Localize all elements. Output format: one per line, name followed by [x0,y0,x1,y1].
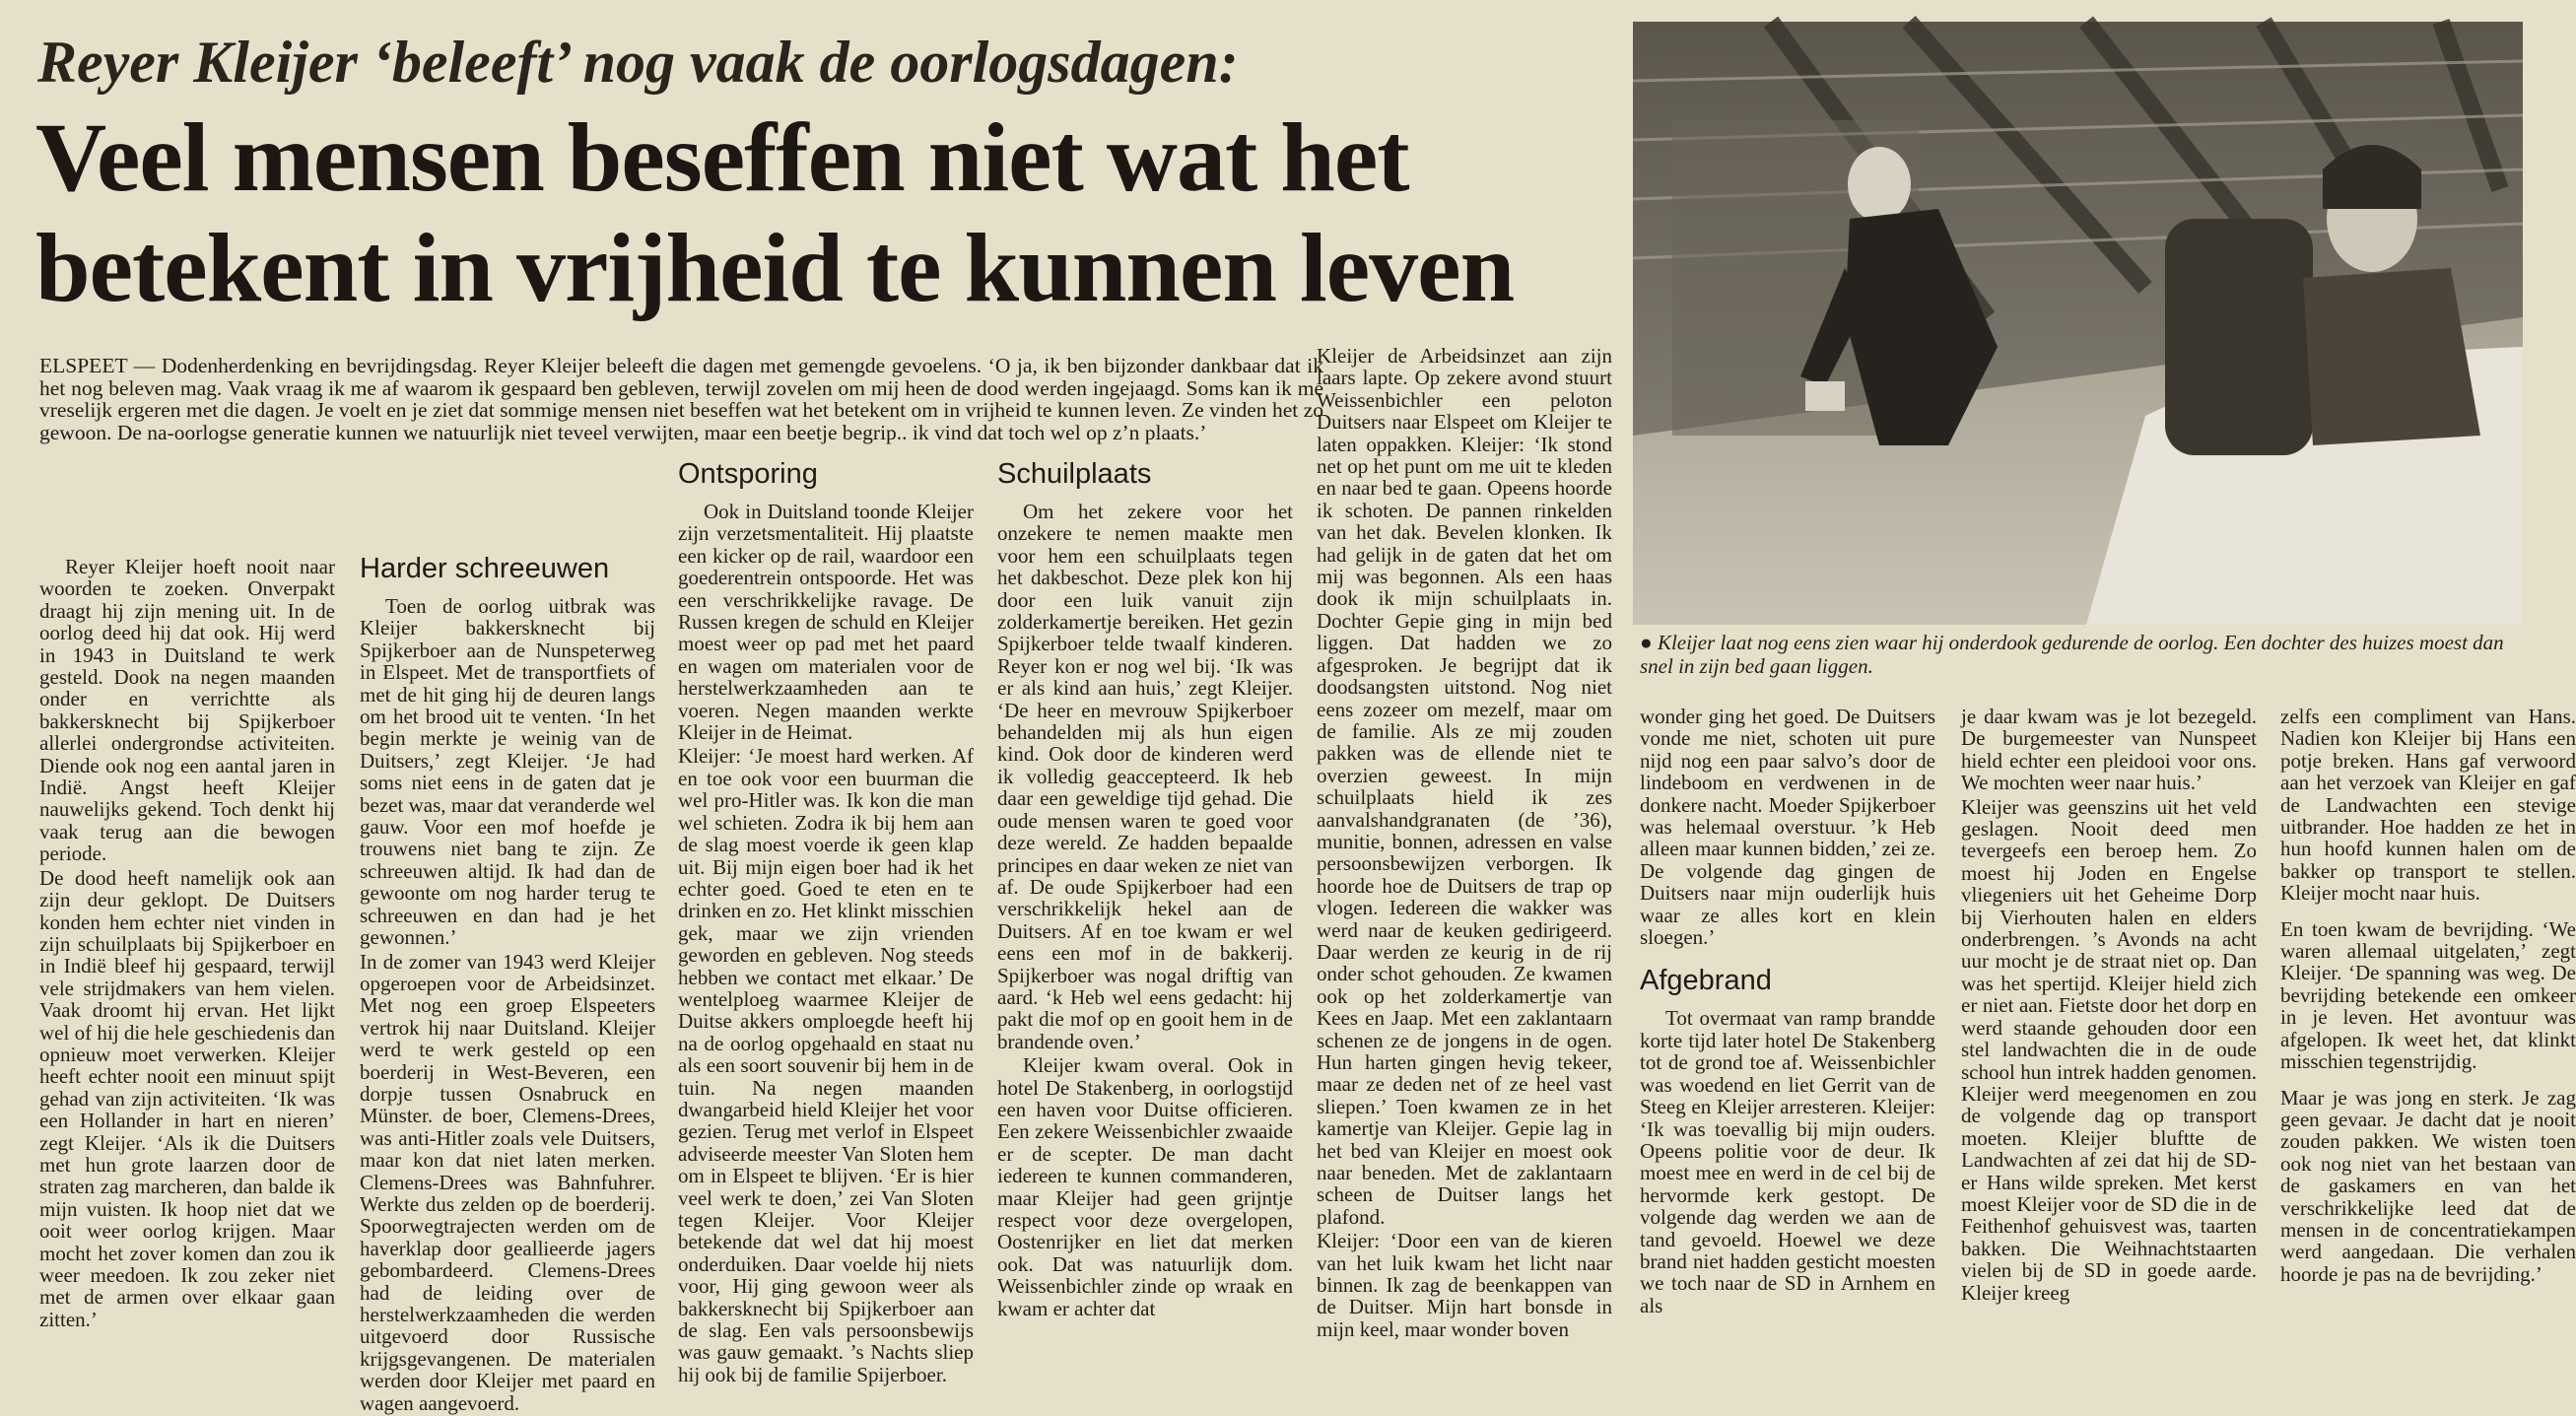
paragraph: De dood heeft namelijk ook aan zijn deur geklopt. De Duitsers konden hem echter niet vinden in zijn schuilplaats bij Spijkerboer en in Indië bleef hij gespaard, terwijl vele strijdmakers van hem vielen. Vaak droomt hij ervan. Het lijkt wel of hij die hele geschiedenis dan opnieuw moet verwerken. Kleijer heeft echter nooit een minuut spijt gehad van zijn activiteiten. ‘Ik was een Hollander in hart en nieren’ zegt Kleijer. ‘Als ik die Duitsers met hun grote laarzen door de straten zag marcheren, dan balde ik mijn vuisten. Ik hoop niet dat we ooit weer oorlog krijgen. Maar mocht het zover komen dan zou ik weer meedoen. Ik zou zeker niet met de armen over elkaar gaan zitten.’ [39,865,335,1331]
column-8 [2280,706,2576,1287]
caption-bullet-icon: ● [1640,631,1658,654]
headline-line-1: Veel mensen beseffen niet wat het [35,102,1409,212]
paragraph: wonder ging het goed. De Duitsers vonde me niet, schoten uit pure nijd nog een paar salvo’s door de lindeboom en verdwenen in de donkere nacht. Moeder Spijkerboer was helemaal overstuur. ’k Heb alleen maar kunnen bidden,’ zei ze. De volgende dag gingen de Duitsers naar mijn ouderlijk huis waar ze alles kort en klein sloegen.’ [1640,705,1935,950]
paragraph: Kleijer kwam overal. Ook in hotel De Stakenberg, in oorlogstijd een haven voor Duitse officieren. Een zekere Weissenbichler zwaaide er de scepter. De man dacht iedereen te kunnen commanderen, maar Kleijer had geen grijntje respect voor deze overgelopen, Oostenrijker en liet dat merken ook. Dat was natuurlijk dom. Weissenbichler zinde op wraak en kwam er achter dat [997,1053,1293,1320]
article-photo [1633,22,2523,625]
paragraph: Kleijer: ‘Door een van de kieren van het luik kwam het licht naar binnen. Ik zag de beenkappen van de Duitser. Mijn hart bonsde in mijn keel, maar wonder boven [1317,1229,1612,1341]
column-1 [39,556,335,1332]
column-7 [1961,706,2257,1306]
paragraph: Ook in Duitsland toonde Kleijer zijn verzetsmentaliteit. Hij plaatste een kicker op de rail, waardoor een goederentrein ontspoorde. Het was een verschrikkelijke ravage. De Russen kregen de schuld en Kleijer moest weer op pad met het paard en wagen om materialen voor de herstelwerkzaamheden aan te voeren. Negen maanden werkte Kleijer in de Heimat. [678,500,974,745]
caption-text: Kleijer laat nog eens zien waar hij onderdook gedurende de oorlog. Een dochter des huizes moest dan snel in zijn bed gaan liggen. [1640,631,2504,678]
paragraph: Maar je was jong en sterk. Je zag geen gevaar. Je dacht dat je nooit zouden pakken. We wisten toen ook nog niet van het bestaan van de gaskamers en van het verschrikkelijke leed dat de mensen in de concentratiekampen werd aangedaan. Die verhalen hoorde je pas na de bevrijding.’ [2280,1085,2576,1286]
subheading-ontsporing: Ontsporing [678,458,818,490]
column-3 [678,441,974,1387]
kicker-heading: Reyer Kleijer ‘beleeft’ nog vaak de oorlogsdagen: [37,30,1239,95]
lead-text: ELSPEET — Dodenherdenking en bevrijdingsdag. Reyer Kleijer beleeft die dagen met gemengde gevoelens. ‘O ja, ik ben bijzonder dankbaar dat ik het nog beleven mag. Vaak vraag ik me af waarom ik gespaard ben gebleven, terwijl zovelen om mij heen de dood werden ingejaagd. Soms kan ik me vreselijk ergeren met die dagen. Je voelt en je ziet dat sommige mensen niet beseffen wat het betekent om in vrijheid te kunnen leven. Ze vinden het zo gewoon. De na-oorlogse generatie kunnen we natuurlijk niet teveel verwijten, maar een beetje begrip.. ik vind dat toch wel op z’n plaats.’ [39,354,1323,444]
paragraph: je daar kwam was je lot bezegeld. De burgemeester van Nunspeet hield echter een pleidooi voor ons. We mochten weer naar huis.’ [1961,705,2257,795]
photo-caption [1640,631,2523,678]
attic-photo-illustration [1633,22,2523,625]
paragraph: Reyer Kleijer hoeft nooit naar woorden te zoeken. Onverpakt draagt hij zijn mening uit. In de oorlog deed hij dat ook. Hij werd in 1943 in Duitsland te werk gesteld. Dook na negen maanden onder en verrichtte als bakkersknecht bij Spijkerboer allerlei ondergrondse activiteiten. Diende ook nog een aantal jaren in Indië. Angst heeft Kleijer nauwelijks gekend. Toch denkt hij vaak terug aan die bewogen periode. [39,555,335,866]
paragraph: Kleijer de Arbeidsinzet aan zijn laars lapte. Op zekere avond stuurt Weissenbichler een peloton Duitsers naar Elspeet om Kleijer te laten oppakken. Kleijer: ‘Ik stond net op het punt om me uit te kleden en naar bed te gaan. Opeens hoorde ik schoten. De pannen rinkelden van het dak. Bevelen klonken. Ik had gelijk in de gaten dat het om mij was begonnen. Als een haas dook ik mijn schuilplaats in. Dochter Gepie ging in mijn bed liggen. Dat hadden we zo afgesproken. Je begrijpt dat ik doodsangsten uitstond. Nog niet eens zozeer om mezelf, maar om de familie. Als ze mij zouden pakken was de ellende niet te overzien geweest. In mijn schuilplaats hield ik zes aanvalshandgranaten (de ’36), munitie, bonnen, adressen en valse persoonsbewijzen verborgen. Ik hoorde hoe de Duitsers de trap op vlogen. Iedereen die wakker was werd naar de keuken gedirigeerd. Daar werden ze keurig in de rij onder schot gehouden. Ze kwamen ook op het zolderkamertje van Kees en Jaap. Met een zaklantaarn schenen ze de jongens in de ogen. Hun harten gingen hevig tekeer, maar ze deden net of ze heel vast sliepen.’ Toen kwamen ze in het kamertje van Kleijer. Gepie lag in het bed van Kleijer en moest ook naar beneden. Met de zaklantaarn scheen de Duitser langs het plafond. [1317,344,1612,1229]
paragraph: Toen de oorlog uitbrak was Kleijer bakkersknecht bij Spijkerboer aan de Nunspeterweg in Elspeet. Met de transportfiets of met de hit ging hij de deuren langs om het brood uit te venten. ‘In het begin merkte je weinig van de Duitsers,’ zegt Kleijer. ‘Je had soms niet eens in de gaten dat je bezet was, maar dat veranderde wel gauw. Voor een mof hoefde je trouwens niet bang te zijn. Ze schreeuwen altijd. Ik had dan de gewoonte om nog harder terug te schreeuwen en dan had je het gewonnen.’ [360,594,655,950]
column-4 [997,441,1293,1321]
subheading-schuilplaats: Schuilplaats [997,458,1152,490]
subheading-afgebrand: Afgebrand [1640,965,1772,997]
paragraph: En toen kwam de bevrijding. ‘We waren allemaal uitgelaten,’ zegt Kleijer. ‘De spanning was weg. De bevrijding betekende een omkeer in je leven. Het avontuur was afgelopen. Ik weet het, dat klinkt misschien tegenstrijdig. [2280,916,2576,1074]
lead-paragraph [39,355,1323,443]
column-5 [1317,345,1612,1342]
headline-line-2: betekent in vrijheid te kunnen leven [35,213,1515,322]
column-2 [360,536,655,1416]
paragraph: Tot overmaat van ramp brandde korte tijd later hotel De Stakenberg tot de grond toe af. Weissenbichler was woedend en liet Gerrit van de Steeg en Kleijer arresteren. Kleijer: ‘Ik was toevallig bij mijn ouders. Opeens politie voor de deur. Ik moest mee en werd in de cel bij de hervormde kerk gestopt. De volgende dag werden we aan de tand gevoeld. Hoewel we deze brand niet hadden gesticht moesten we toch naar de SD in Arnhem en als [1640,1006,1935,1317]
paragraph: Om het zekere voor het onzekere te nemen maakte men voor hem een schuilplaats tegen het dakbeschot. Deze plek kon hij door een luik vanuit zijn zolderkamertje bereiken. Het gezin Spijkerboer telde twaalf kinderen. Reyer kon er nog wel bij. ‘Ik was er als kind aan huis,’ zegt Kleijer. ‘De heer en mevrouw Spijkerboer behandelden mij als hun eigen kind. Ook door de kinderen werd ik volledig geaccepteerd. Ik heb daar een geweldige tijd gehad. Die oude mensen waren te goed voor deze wereld. Ze hadden bepaalde principes en daar weken ze niet van af. De oude Spijkerboer had een verschrikkelijk hekel aan de Duitsers. Af en toe kwam er wel eens een mof in de bakkerij. Spijkerboer was nogal driftig van aard. ‘k Heb wel eens gedacht: hij pakt die mof op en gooit hem in de brandende oven.’ [997,500,1293,1053]
column-6 [1640,706,1935,1318]
paragraph: In de zomer van 1943 werd Kleijer opgeroepen voor de Arbeidsinzet. Met nog een groep Elspeeters vertrok hij naar Duitsland. Kleijer werd te werk gesteld op een boerderij in West-Beveren, een dorpje tussen Osnabruck en Münster. de boer, Clemens-Drees, was anti-Hitler zoals vele Duitsers, maar kon dat niet laten merken. Clemens-Drees was Bahnfuhrer. Werkte dus zelden op de boerderij. Spoorwegtrajecten werden om de haverklap door geallieerde jagers gebombardeerd. Clemens-Drees had de leiding over de herstelwerkzaamheden die werden uitgevoerd door Russische krijgsgevangenen. De materialen werden door Kleijer met paard en wagen aangevoerd. [360,949,655,1415]
headline [35,102,1612,323]
subheading-harder-schreeuwen: Harder schreeuwen [360,553,610,584]
paragraph: Kleijer: ‘Je moest hard werken. Af en toe ook voor een buurman die wel pro-Hitler was. Ik kon die man wel schieten. Zodra ik bij hem aan de slag moest voerde ik geen klap uit. Bij mijn eigen boer had ik het echter goed. Goed te eten en te drinken en zo. Het klinkt misschien gek, maar we zijn vrienden geworden en gebleven. Nog steeds hebben we contact met elkaar.’ De wentelploeg waarmee Kleijer de Duitse akkers omploegde heeft hij na de oorlog opgehaald en staat nu als een soort souvenir bij hem in de tuin. Na negen maanden dwangarbeid hield Kleijer het voor gezien. Terug met verlof in Elspeet adviseerde meester Van Sloten hem om in Elspeet te blijven. ‘Er is hier veel werk te doen,’ zei Van Sloten tegen Kleijer. Voor Kleijer betekende dat wel dat hij moest onderduiken. Daar voelde hij niets voor, Hij ging gewoon weer als bakkersknecht bij Spijkerboer aan de slag. Een vals persoonsbewijs was gauw gemaakt. ’s Nachts sliep hij ook bij de familie Spijerboer. [678,744,974,1386]
paragraph: Kleijer was geenszins uit het veld geslagen. Nooit deed men tevergeefs een beroep hem. Zo moest hij Joden en Engelse vliegeniers uit het Geheime Dorp bij Vierhouten halen en elders onderbrengen. ’s Avonds na acht uur mocht je de straat niet op. Dan was het spertijd. Kleijer hield zich er niet aan. Fietste door het dorp en werd staande gehouden door een stel landwachten die in de oude school hun intrek hadden genomen. Kleijer werd meegenomen en zou de volgende dag op transport moeten. Kleijer bluftte de Landwachten af zei dat hij de SD-er Hans wilde spreken. Met kerst moest Kleijer voor de SD die in de Feithenhof gehuisvest was, taarten bakken. Die Weihnachtstaarten vielen bij de SD in goede aarde. Kleijer kreeg [1961,794,2257,1305]
paragraph: zelfs een compliment van Hans. Nadien kon Kleijer bij Hans een potje breken. Hans gaf verwoord aan het verzoek van Kleijer en gaf de Landwachten een stevige uitbrander. Hoe hadden ze het in hun hoofd kunnen halen om de bakker op transport te stellen. Kleijer mocht naar huis. [2280,705,2576,906]
